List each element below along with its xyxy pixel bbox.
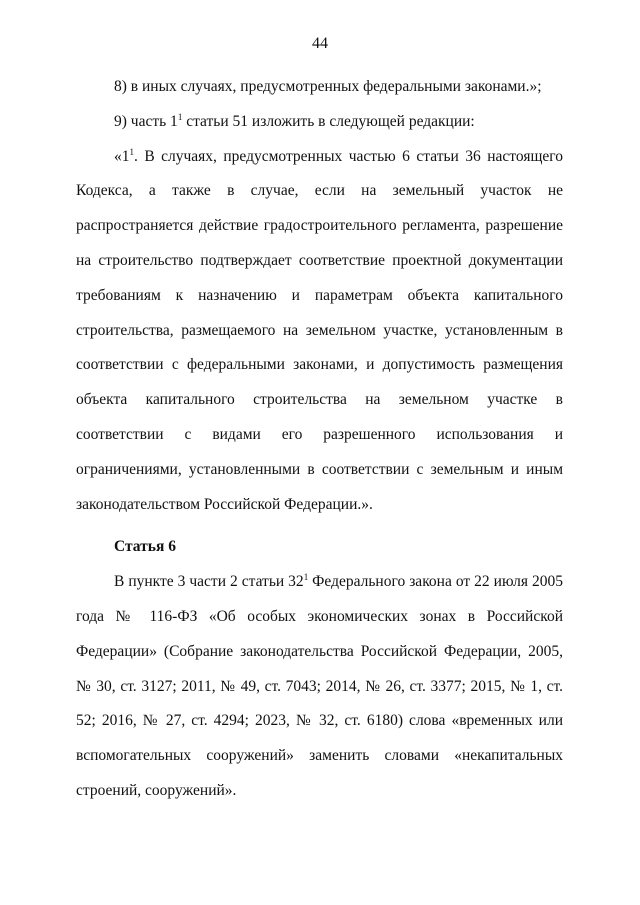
paragraph-item-9-text-start: 9) часть 1	[114, 112, 178, 130]
paragraph-quoted-part-superscript: 1	[129, 146, 134, 157]
paragraph-quoted-part-text: . В случаях, предусмотренных частью 6 статьи 36 настоящего Кодекса, а также в случае, если на земельный участок не распространяется действие градостроительного регламента, разрешение на строительство подтверждает соответствие проектной документации требованиям к назначению и параметрам объекта капитального строительства, размещаемого на земельном участке, установленным в соответствии с федеральными законами, и допустимость размещения объекта капитального строительства на земельном участке в соответствии с видами его разрешенного использования и ограничениями, установленными в соответствии с земельным и иным законодательством Российской Федерации.».	[76, 147, 563, 513]
paragraph-item-9-superscript: 1	[177, 111, 183, 122]
paragraph-item-8-text: 8) в иных случаях, предусмотренных федеральными законами.»;	[114, 78, 542, 95]
paragraph-article-6-start: В пункте 3 части 2 статьи 32	[114, 573, 304, 591]
document-body	[76, 70, 563, 809]
paragraph-quoted-part-start: «1	[114, 147, 130, 165]
paragraph-article-6	[76, 565, 563, 809]
paragraph-quoted-part	[76, 140, 563, 523]
paragraph-article-6-superscript: 1	[303, 572, 309, 582]
paragraph-article-6-text: Федерального закона от 22 июля 2005 года № 116-ФЗ «Об особых экономических зонах в Российской Федерации» (Собрание законодательства Российской Федерации, 2005, № 30, ст. 3127; 2011, № 49, ст. 7043; 2014, № 26, ст. 3377; 2015, № 1, ст. 52; 2016, № 27, ст. 4294; 2023, № 32, ст. 6180) слова «временных или вспомогательных сооружений» заменить словами «некапитальных строений, сооружений».	[76, 573, 563, 799]
paragraph-item-9-text-end: статьи 51 изложить в следующей редакции:	[182, 112, 475, 130]
paragraph-item-8	[76, 70, 563, 105]
article-heading: Статья 6	[114, 538, 176, 556]
page-number: 44	[312, 35, 328, 52]
paragraph-item-9	[76, 105, 563, 140]
